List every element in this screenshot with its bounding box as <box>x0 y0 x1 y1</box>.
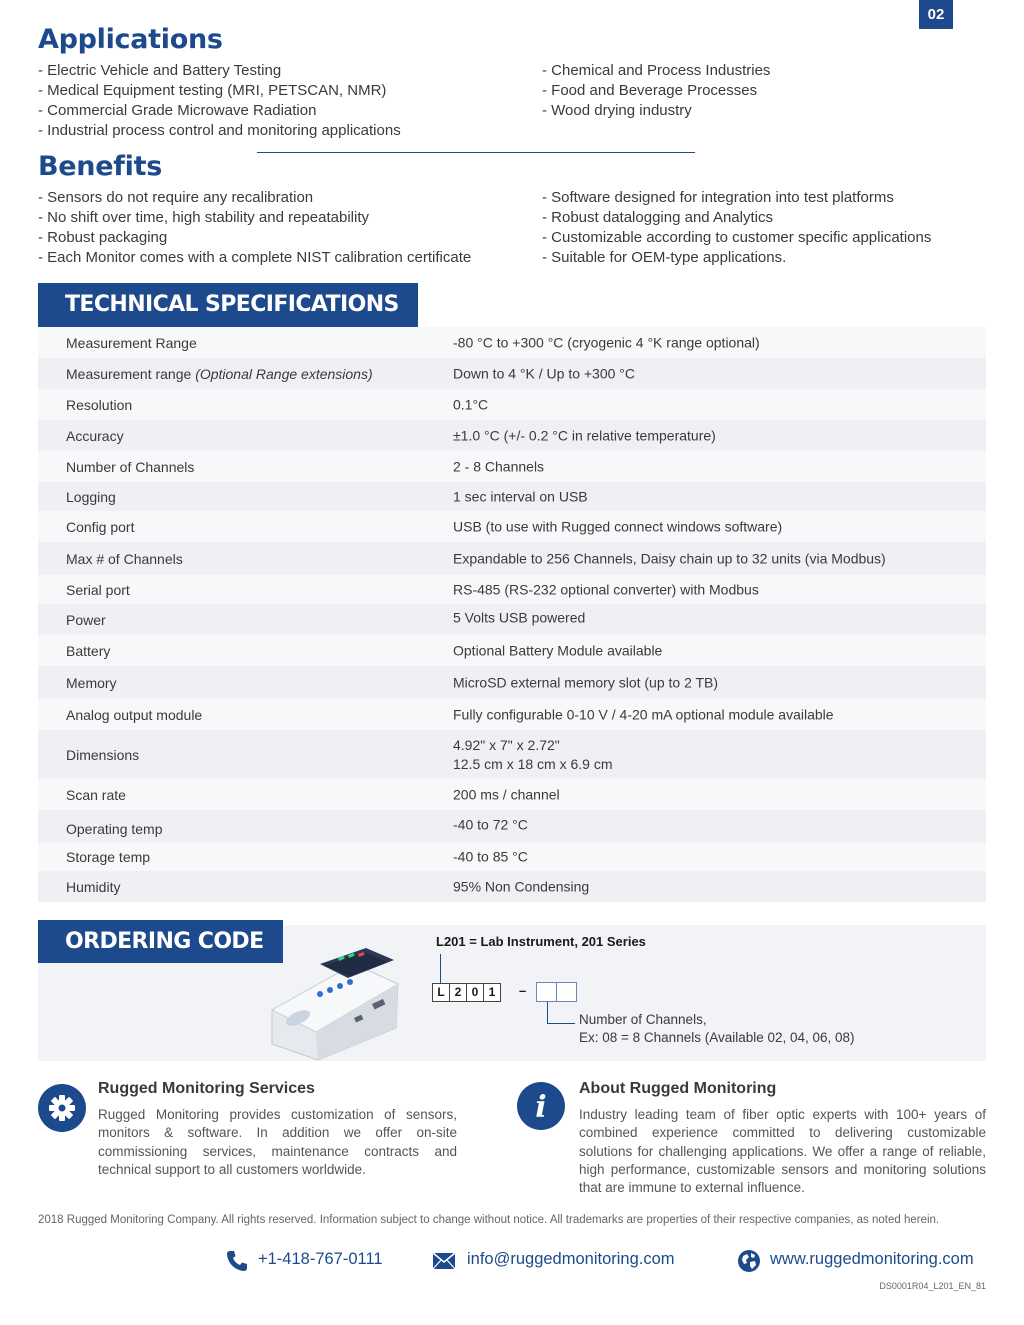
spec-label <box>66 612 106 628</box>
spec-label-text: Battery <box>66 642 111 659</box>
spec-label <box>66 582 130 598</box>
spec-value-line: -40 to 85 °C <box>453 848 528 865</box>
spec-value <box>453 641 662 660</box>
spec-value <box>453 333 760 352</box>
spec-label-text: Analog output module <box>66 706 203 723</box>
spec-label-text: Number of Channels <box>66 458 195 475</box>
svg-text:i: i <box>535 1090 547 1125</box>
spec-row <box>38 843 986 871</box>
globe-icon <box>737 1249 761 1273</box>
about-text: Industry leading team of fiber optic experts with 100+ years of combined experience committed to delivering customizable solutions for challenging applications. We offer a range of reliable, high performance, customizable sensors and monitoring solutions that are immune to external influence. <box>579 1107 986 1196</box>
spec-value <box>453 517 782 536</box>
spec-label <box>66 643 110 659</box>
benefits-left-list <box>38 188 471 268</box>
spec-value-line: Fully configurable 0-10 V / 4-20 mA optional module available <box>453 706 834 722</box>
list-item: - Wood drying industry <box>542 102 692 119</box>
spec-row <box>38 666 986 699</box>
spec-row <box>38 871 986 902</box>
spec-label <box>66 747 139 763</box>
spec-row <box>38 635 986 666</box>
spec-value <box>453 705 834 724</box>
spec-label <box>66 366 373 382</box>
spec-label-text: Dimensions <box>66 746 140 763</box>
spec-row <box>38 779 986 810</box>
channels-note-line: Number of Channels, <box>579 1012 707 1027</box>
phone-icon <box>225 1249 249 1273</box>
spec-row <box>38 810 986 843</box>
spec-row <box>38 699 986 730</box>
code-dash: – <box>519 983 527 998</box>
code-char-box: 2 <box>449 983 467 1002</box>
list-item: - Industrial process control and monitoring applications <box>38 122 401 139</box>
phone-link[interactable]: +1-418-767-0111 <box>258 1250 383 1268</box>
spec-label <box>66 787 126 803</box>
tech-specs-header: TECHNICAL SPECIFICATIONS <box>38 283 418 327</box>
list-item: - Medical Equipment testing (MRI, PETSCAN, NMR) <box>38 82 387 99</box>
spec-value-line: 5 Volts USB powered <box>453 609 586 625</box>
spec-value <box>453 608 585 627</box>
code-char-box: L <box>432 983 450 1002</box>
spec-value <box>453 673 718 692</box>
spec-value-line: -40 to 72 °C <box>453 816 528 832</box>
spec-label-text: Resolution <box>66 396 133 413</box>
spec-value-line: 2 - 8 Channels <box>453 458 545 474</box>
spec-row <box>38 482 986 511</box>
info-icon <box>517 1082 565 1130</box>
spec-label-text: Max # of Channels <box>66 550 183 567</box>
services-title: Rugged Monitoring Services <box>98 1080 315 1097</box>
list-item: - Sensors do not require any recalibration <box>38 189 314 206</box>
spec-row <box>38 451 986 482</box>
list-item: - Suitable for OEM-type applications. <box>542 249 787 266</box>
page-number: 02 <box>919 0 953 29</box>
spec-label <box>66 519 134 535</box>
spec-label-text: Accuracy <box>66 427 124 444</box>
spec-value-line: 1 sec interval on USB <box>453 488 588 504</box>
spec-value <box>453 364 635 383</box>
spec-label <box>66 397 132 413</box>
spec-value <box>453 736 613 774</box>
spec-label <box>66 675 117 691</box>
connector-line <box>547 1002 548 1024</box>
spec-label <box>66 335 197 351</box>
website-link[interactable]: www.ruggedmonitoring.com <box>770 1250 974 1268</box>
connector-line <box>547 1023 575 1024</box>
spec-row <box>38 542 986 575</box>
spec-value-line: -80 °C to +300 °C (cryogenic 4 °K range optional) <box>453 334 760 350</box>
spec-label-text: Operating temp <box>66 820 163 837</box>
spec-value-line: ±1.0 °C (+/- 0.2 °C in relative temperature) <box>453 427 716 443</box>
spec-label-text: Logging <box>66 488 116 505</box>
code-char-box: 0 <box>466 983 484 1002</box>
spec-value <box>453 549 886 568</box>
channels-note-line: Ex: 08 = 8 Channels (Available 02, 04, 06, 08) <box>579 1030 855 1045</box>
spec-label-text: Scan rate <box>66 786 126 803</box>
document-code: DS0001R04_L201_EN_81 <box>879 1281 986 1291</box>
list-item: - Commercial Grade Microwave Radiation <box>38 102 317 119</box>
channel-boxes <box>536 982 576 1002</box>
spec-value-line: 0.1°C <box>453 396 489 412</box>
applications-left-list <box>38 61 401 141</box>
list-item: - Customizable according to customer specific applications <box>542 229 932 246</box>
spec-value-line: 12.5 cm x 18 cm x 6.9 cm <box>453 755 613 772</box>
spec-label <box>66 849 150 865</box>
spec-label <box>66 428 124 444</box>
spec-row <box>38 511 986 542</box>
spec-value <box>453 426 716 445</box>
spec-label <box>66 879 120 895</box>
section-divider <box>257 152 695 153</box>
code-title-rest: = Lab Instrument, 201 Series <box>465 934 646 949</box>
spec-value <box>453 395 488 414</box>
spec-value-line: Optional Battery Module available <box>453 642 663 658</box>
mail-icon <box>432 1252 456 1270</box>
benefits-right-list <box>542 188 931 268</box>
spec-value-line: RS-485 (RS-232 optional converter) with Modbus <box>453 581 759 597</box>
list-item: - Each Monitor comes with a complete NIST calibration certificate <box>38 249 472 266</box>
applications-title: Applications <box>38 24 223 55</box>
email-link[interactable]: info@ruggedmonitoring.com <box>467 1250 675 1268</box>
list-item: - Robust packaging <box>38 229 168 246</box>
spec-value-line: 200 ms / channel <box>453 786 560 802</box>
spec-value <box>453 580 759 599</box>
list-item: - Robust datalogging and Analytics <box>542 209 773 226</box>
list-item: - No shift over time, high stability and repeatability <box>38 209 369 226</box>
spec-label <box>66 551 183 567</box>
services-text: Rugged Monitoring provides customization of sensors, monitors & software. In addition we offer on-site commissioning services, maintenance contracts and technical support to all customers worldwide. <box>98 1107 457 1177</box>
code-title-bold: L201 <box>436 934 466 949</box>
list-item: - Software designed for integration into test platforms <box>542 189 894 206</box>
spec-value-line: Expandable to 256 Channels, Daisy chain up to 32 units (via Modbus) <box>453 550 886 566</box>
spec-label-text: Humidity <box>66 878 121 895</box>
copyright-notice: 2018 Rugged Monitoring Company. All rights reserved. Information subject to change without notice. All trademarks are properties of their respective companies, as noted herein. <box>38 1214 940 1226</box>
spec-label-text: Config port <box>66 518 135 535</box>
spec-label-text: Serial port <box>66 581 130 598</box>
spec-value <box>453 815 528 834</box>
list-item: - Food and Beverage Processes <box>542 82 758 99</box>
about-title: About Rugged Monitoring <box>579 1080 777 1097</box>
spec-label-text: Memory <box>66 674 117 691</box>
spec-row <box>38 358 986 389</box>
spec-row <box>38 389 986 420</box>
spec-value-line: 95% Non Condensing <box>453 878 590 894</box>
spec-value-line: 4.92" x 7" x 2.72" <box>453 736 560 753</box>
gear-icon <box>38 1084 86 1132</box>
spec-label <box>66 821 163 837</box>
spec-value-line: MicroSD external memory slot (up to 2 TB) <box>453 674 719 690</box>
spec-label-italic: (Optional Range extensions) <box>195 365 373 382</box>
spec-label-text: Storage temp <box>66 849 151 865</box>
channels-note <box>579 1011 855 1047</box>
channel-digit-box <box>536 982 557 1002</box>
connector-line <box>440 954 441 984</box>
spec-label <box>66 489 116 505</box>
spec-row <box>38 604 986 635</box>
tech-specs-table <box>38 327 986 902</box>
spec-label <box>66 707 202 723</box>
spec-value <box>453 487 588 506</box>
ordering-code-header: ORDERING CODE <box>38 920 283 963</box>
spec-value-line: USB (to use with Rugged connect windows software) <box>453 518 783 534</box>
code-boxes <box>432 983 500 1002</box>
code-char-box: 1 <box>483 983 501 1002</box>
spec-value <box>453 457 544 476</box>
list-item: - Electric Vehicle and Battery Testing <box>38 62 282 79</box>
spec-row <box>38 327 986 358</box>
spec-row <box>38 730 986 779</box>
channel-digit-box <box>556 982 577 1002</box>
spec-row <box>38 420 986 451</box>
ordering-code-title <box>436 934 646 949</box>
spec-value-line: Down to 4 °K / Up to +300 °C <box>453 365 636 381</box>
spec-value <box>453 848 528 867</box>
spec-value <box>453 877 589 896</box>
applications-right-list <box>542 61 770 121</box>
device-image <box>268 944 400 1062</box>
spec-label-text: Power <box>66 611 106 628</box>
list-item: - Chemical and Process Industries <box>542 62 771 79</box>
spec-label-text: Measurement range <box>66 365 196 382</box>
spec-value <box>453 785 560 804</box>
spec-row <box>38 575 986 604</box>
spec-label-text: Measurement Range <box>66 334 197 351</box>
spec-label <box>66 459 194 475</box>
benefits-title: Benefits <box>38 151 163 182</box>
